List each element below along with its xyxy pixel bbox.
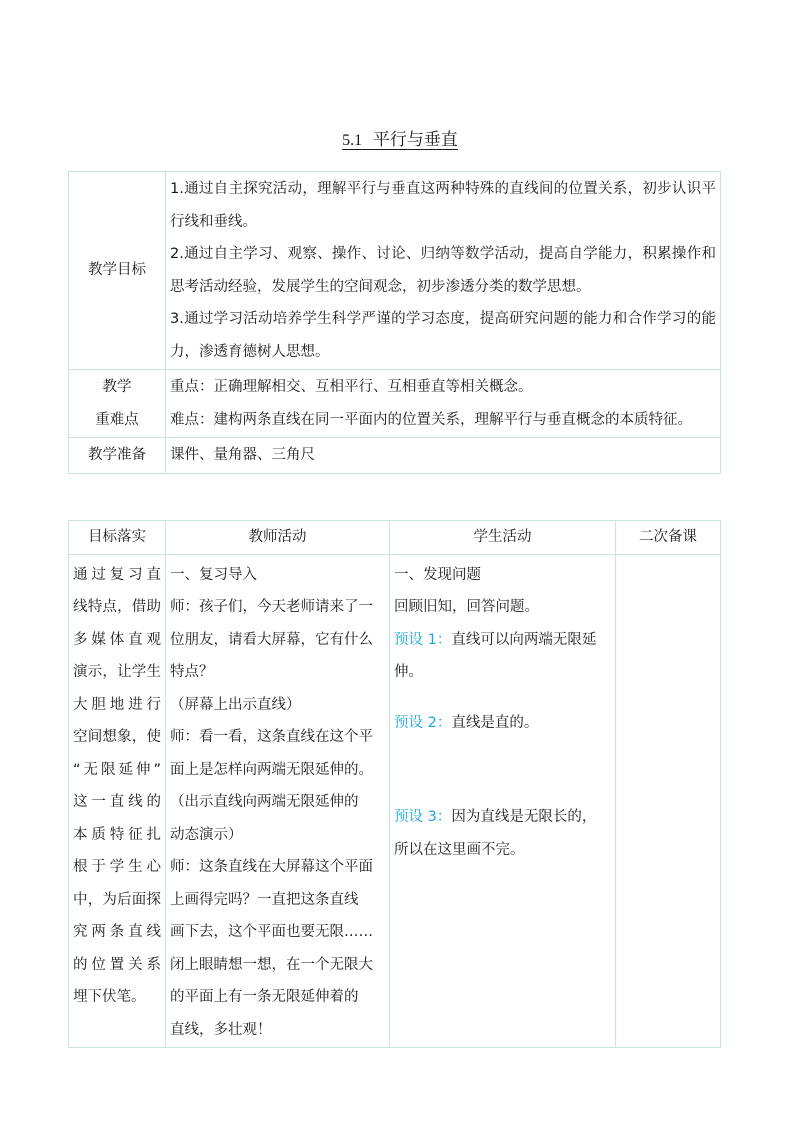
student-line: 回顾旧知，回答问题。	[394, 599, 539, 615]
teacher-line: 面上是怎样向两端无限延伸的。	[170, 761, 373, 778]
preset-3-label: 预设 3：	[394, 809, 452, 825]
teacher-line: （出示直线向两端无限延伸的	[170, 794, 359, 810]
student-heading: 一、发现问题	[394, 566, 481, 583]
goal-line: 空间想象，使	[73, 729, 161, 745]
objectives-content	[166, 172, 721, 370]
goal-line: 多媒体直观	[73, 631, 161, 648]
goal-line: 的位置关系	[73, 956, 161, 973]
preparation-row	[69, 438, 721, 474]
goal-line: 究两条直线	[73, 924, 161, 940]
header-goal: 目标落实	[69, 521, 166, 555]
goal-line: 大胆地进行	[73, 696, 161, 713]
key-points-row	[69, 370, 721, 438]
page-title	[0, 128, 800, 153]
activity-row	[69, 554, 721, 1048]
preset-3-text-cont: 所以在这里画不完。	[394, 841, 525, 858]
key-point-text: 重点：正确理解相交、互相平行、互相垂直等相关概念。	[170, 379, 533, 395]
objectives-row	[69, 172, 721, 370]
goal-line: 根于学生心	[73, 859, 161, 875]
teacher-line: 师：孩子们，今天老师请来了一	[170, 599, 373, 615]
goal-line: 线特点，借助	[73, 599, 161, 615]
key-points-label-line2: 重难点	[95, 411, 139, 428]
goal-line: “无限延伸”	[73, 761, 161, 778]
teacher-line: 闭上眼睛想一想，在一个无限大	[170, 956, 373, 973]
objective-item: 3.通过学习活动培养学生科学严谨的学习态度，提高研究问题的能力和合作学习的能力，渗透育德树人思想。	[170, 311, 716, 360]
teacher-line: 特点？	[170, 664, 214, 680]
teacher-line: 上画得完吗？一直把这条直线	[170, 891, 359, 908]
goal-line: 通过复习直	[73, 566, 161, 583]
teacher-line: 直线，多壮观！	[170, 1021, 272, 1038]
teacher-line: 师：看一看，这条直线在这个平	[170, 729, 373, 745]
teacher-line: 一、复习导入	[170, 566, 257, 583]
header-notes: 二次备课	[616, 521, 721, 555]
goal-line: 埋下伏笔。	[73, 989, 146, 1005]
preset-1-text-cont: 伸。	[394, 664, 423, 680]
objective-item: 1.通过自主探究活动，理解平行与垂直这两种特殊的直线间的位置关系，初步认识平行线和垂线。	[170, 181, 716, 230]
teacher-line: 画下去，这个平面也要无限……	[170, 924, 373, 940]
difficulty-text: 难点：建构两条直线在同一平面内的位置关系，理解平行与垂直概念的本质特征。	[170, 411, 692, 428]
preset-2-text: 直线是直的。	[451, 714, 539, 731]
key-points-label-line1: 教学	[102, 379, 132, 395]
teacher-line: 师：这条直线在大屏幕这个平面	[170, 859, 373, 875]
preparation-label: 教学准备	[69, 438, 166, 474]
goal-line: 本质特征扎	[73, 826, 161, 843]
goal-line: 演示，让学生	[73, 664, 161, 680]
lesson-info-table	[68, 171, 721, 474]
goal-line: 这一直线的	[73, 794, 161, 810]
key-points-label	[69, 370, 166, 438]
objectives-label: 教学目标	[69, 172, 166, 370]
preset-3-text: 因为直线是无限长的，	[451, 809, 597, 825]
preset-2	[394, 707, 611, 740]
activity-table	[68, 520, 721, 1048]
header-student: 学生活动	[390, 521, 616, 555]
notes-cell	[616, 554, 721, 1048]
preparation-value: 课件、量角器、三角尺	[166, 438, 721, 474]
goal-cell	[69, 554, 166, 1048]
preset-1-text: 直线可以向两端无限延	[451, 631, 597, 648]
key-points-content	[166, 370, 721, 438]
goal-line: 中，为后面探	[73, 891, 161, 908]
preset-1	[394, 624, 611, 657]
preset-2-label: 预设 2：	[394, 714, 452, 731]
preset-1-label: 预设 1：	[394, 631, 452, 648]
objective-item: 2.通过自主学习、观察、操作、讨论、归纳等数学活动，提高自学能力，积累操作和思考活动经验，发展学生的空间观念，初步渗透分类的数学思想。	[170, 246, 716, 295]
title-number: 5.1	[342, 132, 363, 149]
teacher-line: （屏幕上出示直线）	[170, 696, 301, 713]
teacher-cell	[166, 554, 390, 1048]
student-cell	[390, 554, 616, 1048]
teacher-line: 的平面上有一条无限延伸着的	[170, 989, 359, 1005]
teacher-line: 动态演示）	[170, 826, 243, 843]
activity-header-row	[69, 521, 721, 555]
header-teacher: 教师活动	[166, 521, 390, 555]
title-text: 平行与垂直	[372, 130, 458, 150]
preset-3	[394, 801, 611, 834]
teacher-line: 位朋友，请看大屏幕，它有什么	[170, 631, 373, 648]
